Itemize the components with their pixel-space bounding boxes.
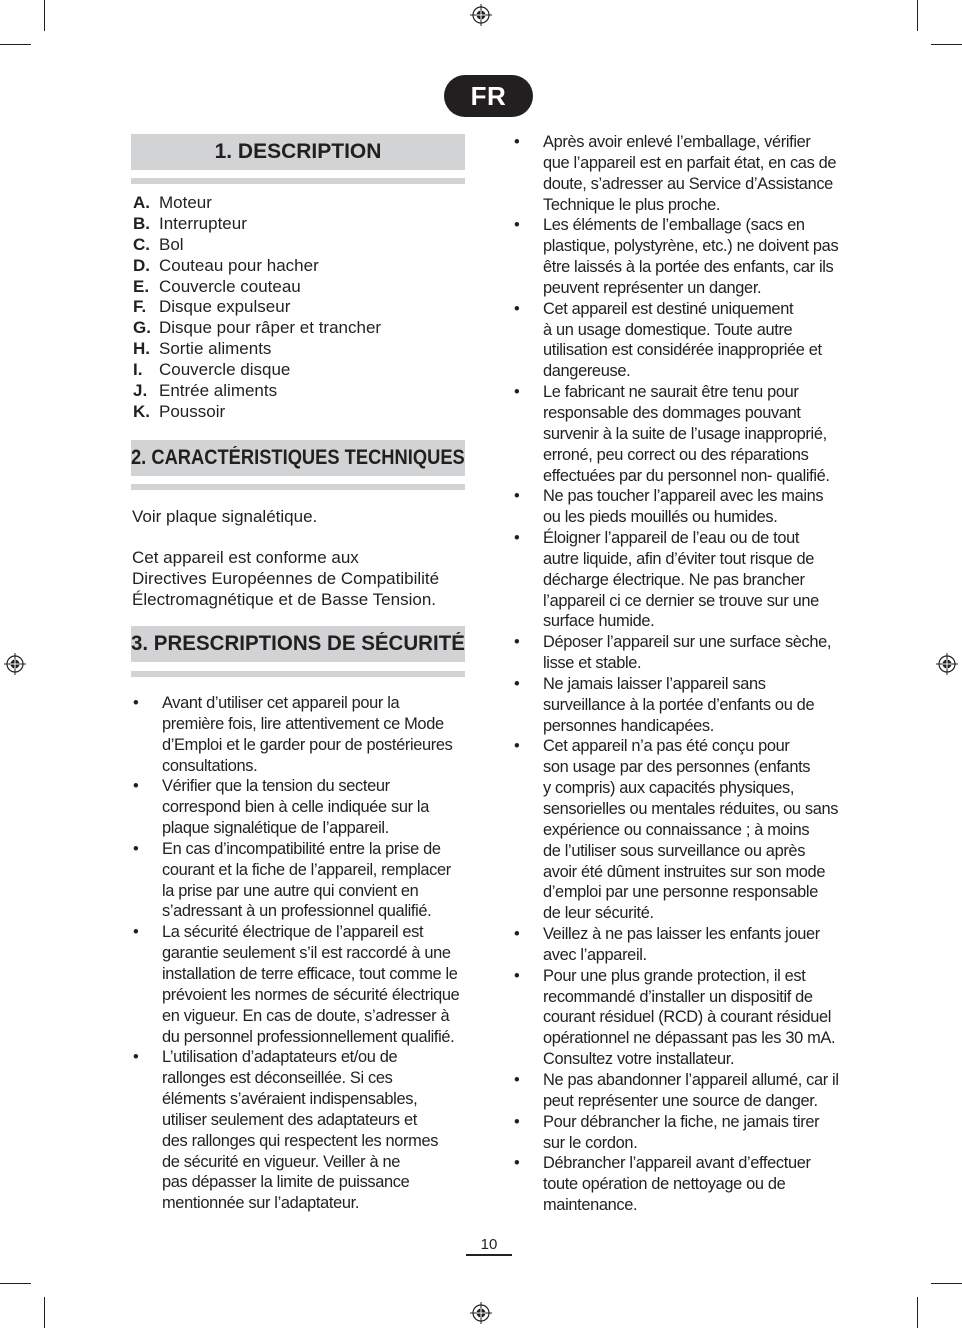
bullet-icon: • (514, 737, 520, 756)
safety-item-line: courant et la fiche de l’appareil, remplacer (162, 860, 451, 879)
safety-item-line: Pour débrancher la fiche, ne jamais tirer (543, 1112, 820, 1131)
safety-item-line: personnes handicapées. (543, 716, 714, 735)
bullet-icon: • (514, 299, 520, 318)
safety-item-line: du personnel professionnellement qualifié. (162, 1027, 455, 1046)
safety-item (133, 693, 478, 776)
safety-item-line: que l’appareil est en parfait état, en cas de (543, 153, 837, 172)
description-item-text: Couteau pour hacher (159, 255, 319, 275)
crop-mark (44, 0, 45, 31)
bullet-icon: • (514, 216, 520, 235)
description-item (133, 318, 381, 339)
safety-item-line: survenir à la suite de l’usage inapproprié, (543, 424, 827, 443)
description-item-text: Sortie aliments (159, 339, 272, 359)
bullet-icon: • (514, 674, 520, 693)
bullet-icon: • (514, 487, 520, 506)
safety-item-line: sur le cordon. (543, 1133, 638, 1152)
safety-item (514, 528, 859, 632)
description-item-letter: K. (133, 401, 150, 421)
description-item-text: Poussoir (159, 401, 226, 421)
safety-item-line: garantie seulement s’il est raccordé à une (162, 944, 451, 963)
description-item (133, 339, 381, 360)
safety-item (133, 839, 478, 922)
safety-item (514, 299, 859, 382)
safety-item-line: prévoient les normes de sécurité électrique (162, 985, 460, 1004)
crop-mark (917, 0, 918, 31)
bullet-icon: • (514, 133, 520, 151)
section-heading-characteristics: 2. CARACTÉRISTIQUES TECHNIQUES (131, 440, 465, 476)
safety-item (514, 132, 859, 215)
safety-item-line: plaque signalétique de l’appareil. (162, 819, 389, 838)
safety-item-line: opérationnel ne dépassant pas les 30 mA. (543, 1029, 836, 1048)
description-item (133, 360, 381, 381)
safety-item-line: Technique le plus proche. (543, 195, 721, 214)
safety-item-line: de sécurité en vigueur. Veiller à ne (162, 1152, 400, 1171)
description-item-letter: B. (133, 213, 150, 233)
safety-item-line: Débrancher l’appareil avant d’effectuer (543, 1154, 811, 1173)
description-item-letter: I. (133, 360, 143, 380)
description-item (133, 235, 381, 256)
safety-item (514, 215, 859, 298)
description-item (133, 277, 381, 298)
bullet-icon: • (133, 694, 139, 712)
bullet-icon: • (514, 633, 520, 652)
description-item-text: Disque expulseur (159, 297, 291, 317)
safety-list-right (514, 132, 859, 1216)
description-item-letter: H. (133, 339, 150, 359)
safety-item-line: Déposer l’appareil sur une surface sèche, (543, 633, 832, 652)
safety-item-line: y compris) aux capacités physiques, (543, 779, 795, 798)
safety-item-line: utiliser seulement des adaptateurs et (162, 1110, 417, 1129)
section-divider (131, 484, 465, 490)
bullet-icon: • (133, 1048, 139, 1067)
crop-mark (44, 1297, 45, 1328)
bullet-icon: • (514, 1112, 520, 1131)
description-item-text: Entrée aliments (159, 381, 278, 401)
safety-item-line: Cet appareil n’a pas été conçu pour (543, 737, 790, 756)
crop-mark (931, 44, 962, 45)
safety-item (133, 1047, 478, 1214)
safety-item-line: Ne jamais laisser l’appareil sans (543, 674, 766, 693)
safety-item-line: effectuées par du personnel non- qualifié. (543, 466, 830, 485)
language-badge: FR (444, 75, 533, 117)
description-item-letter: F. (133, 297, 147, 317)
safety-item-line: recommandé d’installer un dispositif de (543, 987, 813, 1006)
bullet-icon: • (514, 383, 520, 402)
safety-item-line: avoir été dûment instruites sur son mode (543, 862, 826, 881)
safety-item-line: Consultez votre installateur. (543, 1050, 735, 1069)
safety-list-left (133, 693, 478, 1214)
description-item (133, 193, 381, 214)
safety-item-line: en vigueur. En cas de doute, s’adresser à (162, 1006, 450, 1025)
description-item (133, 256, 381, 277)
safety-item-line: d’emploi par une personne responsable (543, 883, 818, 902)
safety-item-line: sensorielles ou mentales réduites, ou sans (543, 800, 839, 818)
safety-item-line: plastique, polystyrène, etc.) ne doivent pas (543, 237, 839, 256)
safety-item-line: d’Emploi et le garder pour de postérieures (162, 735, 453, 754)
section-heading-safety: 3. PRESCRIPTIONS DE SÉCURITÉ (131, 626, 465, 662)
registration-mark-icon (470, 1302, 492, 1324)
safety-item-line: être laissés à la portée des enfants, car ils (543, 258, 834, 277)
safety-item-line: En cas d’incompatibilité entre la prise de (162, 839, 441, 858)
safety-item-line: ou les pieds mouillés ou humides. (543, 508, 778, 527)
safety-item-line: Le fabricant ne saurait être tenu pour (543, 383, 799, 402)
description-item-letter: J. (133, 381, 148, 401)
safety-item-line: doute, s’adresser au Service d’Assistance (543, 174, 833, 193)
safety-item-line: Les éléments de l’emballage (sacs en (543, 216, 805, 235)
description-item (133, 214, 381, 235)
crop-mark (0, 44, 31, 45)
safety-item-line: de leur sécurité. (543, 904, 654, 923)
safety-item-line: l’appareil ci ce dernier se trouve sur une (543, 591, 819, 610)
safety-item (514, 486, 859, 528)
registration-mark-icon (936, 653, 958, 675)
safety-item-line: Pour une plus grande protection, il est (543, 966, 806, 985)
description-item-text: Couvercle disque (159, 360, 291, 380)
description-item-text: Interrupteur (159, 213, 247, 233)
safety-item-line: avec l’appareil. (543, 945, 647, 964)
conformity-paragraph (132, 547, 439, 610)
safety-item-line: autre liquide, afin d’éviter tout risque de (543, 549, 815, 568)
safety-item-line: maintenance. (543, 1196, 638, 1215)
crop-mark (917, 1297, 918, 1328)
safety-item-line: de l’utiliser sous surveillance ou après (543, 841, 806, 860)
bullet-icon: • (514, 925, 520, 944)
safety-item-line: Ne pas abandonner l’appareil allumé, car il (543, 1070, 839, 1089)
safety-item-line: L’utilisation d’adaptateurs et/ou de (162, 1048, 398, 1067)
bullet-icon: • (133, 777, 139, 796)
crop-mark (931, 1283, 962, 1284)
safety-item-line: pas dépasser la limite de puissance (162, 1173, 410, 1192)
safety-item-line: Cet appareil est destiné uniquement (543, 299, 794, 318)
crop-mark (0, 1283, 31, 1284)
conformity-line: Électromagnétique et de Basse Tension. (132, 590, 436, 609)
bullet-icon: • (514, 529, 520, 548)
safety-item-line: décharge électrique. Ne pas brancher (543, 570, 805, 589)
safety-item-line: première fois, lire attentivement ce Mode (162, 714, 444, 733)
description-item-letter: G. (133, 318, 151, 338)
safety-item (514, 632, 859, 674)
safety-item (514, 924, 859, 966)
description-item (133, 381, 381, 402)
section-divider (131, 178, 465, 184)
safety-item-line: toute opération de nettoyage ou de (543, 1175, 786, 1194)
bullet-icon: • (514, 966, 520, 985)
safety-item-line: Éloigner l’appareil de l’eau ou de tout (543, 529, 800, 548)
conformity-line: Cet appareil est conforme aux (132, 548, 359, 567)
safety-item (514, 674, 859, 737)
characteristics-paragraph: Voir plaque signalétique. (132, 507, 318, 526)
safety-item-line: surveillance à la portée d’enfants ou de (543, 695, 815, 714)
description-item-letter: E. (133, 276, 150, 296)
safety-item (133, 922, 478, 1047)
section-heading-description: 1. DESCRIPTION (131, 134, 465, 170)
safety-item-line: dangereuse. (543, 362, 631, 381)
safety-item-line: responsable des dommages pouvant (543, 403, 801, 422)
safety-item-line: mentionnée sur l’adaptateur. (162, 1194, 360, 1213)
safety-item-line: peuvent représenter un danger. (543, 278, 762, 297)
safety-item-line: Vérifier que la tension du secteur (162, 777, 390, 796)
description-item-text: Moteur (159, 193, 212, 212)
safety-item (133, 776, 478, 839)
safety-item-line: Avant d’utiliser cet appareil pour la (162, 694, 400, 712)
description-item-letter: C. (133, 234, 150, 254)
safety-item-line: utilisation est considérée inappropriée et (543, 341, 822, 360)
safety-item (514, 382, 859, 486)
safety-item-line: rallonges est déconseillée. Si ces (162, 1069, 393, 1088)
safety-item-line: La sécurité électrique de l’appareil est (162, 923, 424, 942)
description-parts-list (133, 193, 381, 423)
safety-item-line: s’adressant à un professionnel qualifié. (162, 902, 432, 921)
safety-item (514, 966, 859, 1070)
safety-item-line: des rallonges qui respectent les normes (162, 1131, 439, 1150)
safety-item-line: Après avoir enlevé l’emballage, vérifier (543, 133, 811, 151)
safety-item-line: erroné, peu correct ou des réparations (543, 445, 809, 464)
safety-item-line: peut représenter une source de danger. (543, 1091, 818, 1110)
safety-item (514, 1112, 859, 1154)
safety-item-line: la prise par une autre qui convient en (162, 881, 419, 900)
bullet-icon: • (133, 839, 139, 858)
bullet-icon: • (514, 1154, 520, 1173)
safety-item-line: courant résiduel (RCD) à courant résiduel (543, 1008, 832, 1027)
safety-item-line: à un usage domestique. Toute autre (543, 320, 793, 339)
safety-item-line: lisse et stable. (543, 654, 642, 673)
safety-item-line: installation de terre efficace, tout comme le (162, 964, 458, 983)
page-number: 10 (480, 1236, 498, 1253)
safety-item-line: Veillez à ne pas laisser les enfants jouer (543, 925, 820, 944)
safety-item-line: consultations. (162, 756, 258, 775)
description-item-text: Disque pour râper et trancher (159, 318, 382, 338)
safety-item-line: son usage par des personnes (enfants (543, 758, 811, 777)
safety-item-line: éléments s’avéraient indispensables, (162, 1090, 418, 1109)
bullet-icon: • (514, 1070, 520, 1089)
section-divider (131, 671, 465, 677)
safety-item-line: surface humide. (543, 612, 655, 631)
description-item-letter: D. (133, 255, 150, 275)
bullet-icon: • (133, 923, 139, 942)
safety-item (514, 1070, 859, 1112)
safety-item-line: expérience ou connaissance ; à moins (543, 820, 810, 839)
safety-item (514, 736, 859, 924)
safety-item-line: Ne pas toucher l’appareil avec les mains (543, 487, 824, 506)
safety-item (514, 1153, 859, 1216)
description-item (133, 402, 381, 423)
safety-item-line: correspond bien à celle indiquée sur la (162, 798, 429, 817)
conformity-line: Directives Européennes de Compatibilité (132, 569, 440, 588)
registration-mark-icon (4, 653, 26, 675)
description-item-text: Couvercle couteau (159, 276, 301, 296)
registration-mark-icon (470, 4, 492, 26)
page-number-underline (466, 1254, 512, 1256)
description-item-letter: A. (133, 193, 150, 212)
description-item (133, 297, 381, 318)
description-item-text: Bol (159, 234, 184, 254)
